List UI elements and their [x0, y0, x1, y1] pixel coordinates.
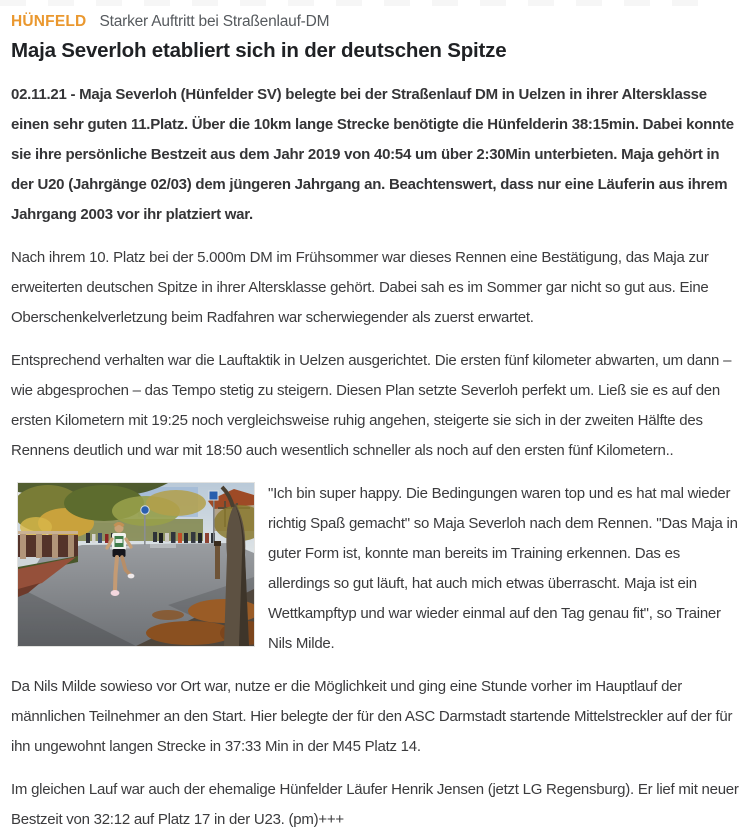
runner-photo-illustration — [18, 483, 254, 646]
paragraph-2: Nach ihrem 10. Platz bei der 5.000m DM im Frühsommer war dieses Rennen eine Bestätigung, das Maja zur erweiterten deutschen Spitze in ihrer Altersklasse gehört. Dabei sah es im Sommer gar nicht so gut aus. Eine Oberschenkelverletzung beim Radfahren war scherwiegender als zuerst erwartet. — [11, 249, 709, 326]
article-photo[interactable] — [17, 482, 255, 647]
kicker-subtitle: Starker Auftritt bei Straßenlauf-DM — [99, 13, 330, 30]
article-body — [11, 80, 744, 835]
headline: Maja Severloh etabliert sich in der deutschen Spitze — [11, 39, 507, 62]
cropped-row-above — [0, 0, 700, 6]
paragraph-3: Entsprechend verhalten war die Lauftaktik in Uelzen ausgerichtet. Die ersten fünf kilometer abwarten, um dann – wie abgesprochen – das Tempo stetig zu steigern. Diesen Plan setzte Severloh perfekt um. Ließ sie es auf den ersten Kilometern mit 19:25 noch vergleichsweise ruhig angehen, steigerte sie sich in der zweiten Hälfte des Rennens deutlich und war mit 18:50 auch wesentlich schneller als noch auf den ersten fünf Kilometern.. — [11, 352, 732, 459]
photo-paragraph — [11, 479, 744, 672]
article-header — [11, 9, 744, 64]
quote-paragraph: "Ich bin super happy. Die Bedingungen waren top und es hat mal wieder richtig Spaß gemacht" so Maja Severloh nach dem Rennen. "Das Maja in guter Form ist, konnte man bereits im Training erkennen. Das es allerdings so gut läuft, hat auch mich etwas überrascht. Maja ist ein Wettkampftyp und war wieder einmal auf den Tag genau fit", so Trainer Nils Milde. — [268, 485, 738, 652]
lead-paragraph: 02.11.21 - Maja Severloh (Hünfelder SV) belegte bei der Straßenlauf DM in Uelzen in ihrer Altersklasse einen sehr guten 11.Platz. Über die 10km lange Strecke benötigte die Hünfelderin 38:15min. Dabei konnte sie ihre persönliche Bestzeit aus dem Jahr 2019 von 40:54 um über 2:30Min unterbieten. Maja gehört in der U20 (Jahrgänge 02/03) dem jüngeren Jahrgang an. Beachtenswert, dass nur eine Läuferin aus ihrem Jahrgang 2003 vor ihr platziert war. — [11, 86, 734, 223]
paragraph-6: Im gleichen Lauf war auch der ehemalige Hünfelder Läufer Henrik Jensen (jetzt LG Regensburg). Er lief mit neuer Bestzeit von 32:12 auf Platz 17 in der U23. (pm)+++ — [11, 781, 739, 828]
paragraph-5: Da Nils Milde sowieso vor Ort war, nutze er die Möglichkeit und ging eine Stunde vorher im Hauptlauf der männlichen Teilnehmer an den Start. Hier belegte der für den ASC Darmstadt startende Mittelstreckler auf der für ihn ungewohnt langen Strecke in 37:33 Min in der M45 Platz 14. — [11, 678, 733, 755]
kicker-location-link[interactable]: HÜNFELD — [11, 13, 87, 30]
kicker — [11, 9, 744, 31]
